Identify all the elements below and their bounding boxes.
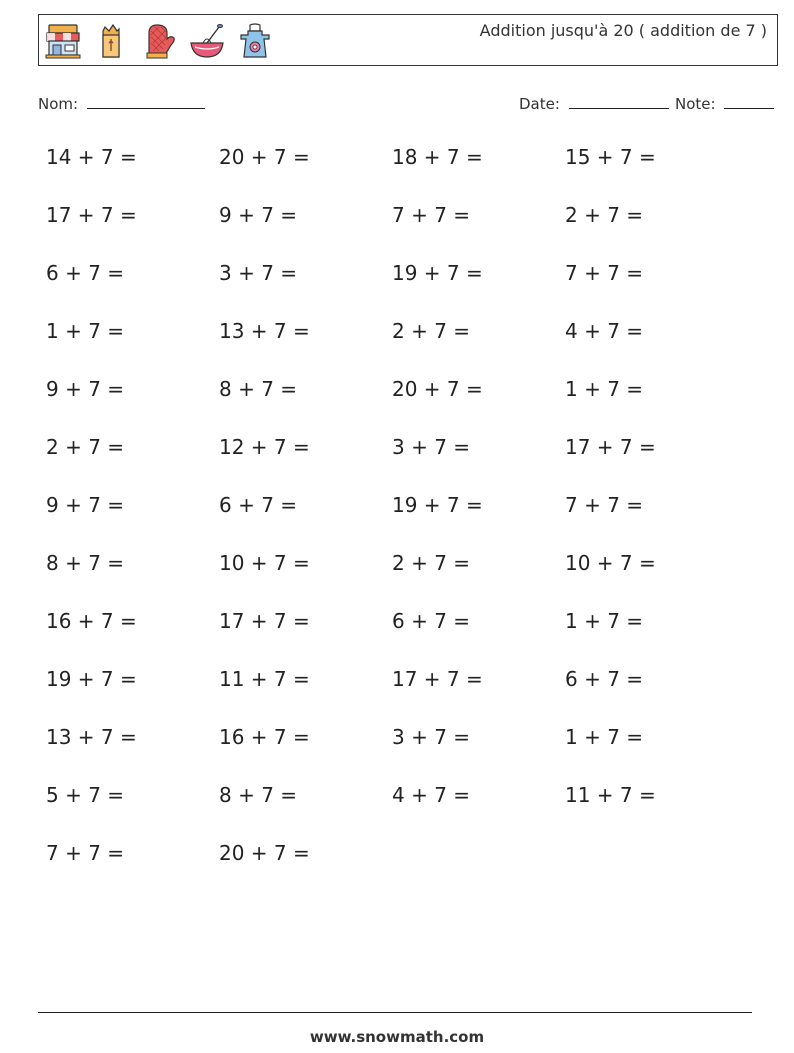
header-icons <box>43 21 275 61</box>
problem-item: 5 + 7 = <box>46 783 125 807</box>
problem-item: 6 + 7 = <box>565 667 644 691</box>
footer-divider <box>38 1012 752 1013</box>
problem-item: 20 + 7 = <box>219 145 310 169</box>
problem-item: 1 + 7 = <box>46 319 125 343</box>
oven-mitt-icon <box>139 21 179 61</box>
problem-item: 20 + 7 = <box>219 841 310 865</box>
date-blank <box>569 94 669 109</box>
problem-item: 11 + 7 = <box>219 667 310 691</box>
problem-item: 3 + 7 = <box>392 725 471 749</box>
problem-item: 1 + 7 = <box>565 725 644 749</box>
problem-item: 13 + 7 = <box>219 319 310 343</box>
problem-item: 15 + 7 = <box>565 145 656 169</box>
problem-item: 2 + 7 = <box>392 551 471 575</box>
problem-item: 7 + 7 = <box>565 261 644 285</box>
name-label: Nom: <box>38 95 79 113</box>
problem-item: 16 + 7 = <box>219 725 310 749</box>
problem-item: 19 + 7 = <box>46 667 137 691</box>
problem-item: 18 + 7 = <box>392 145 483 169</box>
name-blank <box>87 94 205 109</box>
problem-item: 9 + 7 = <box>219 203 298 227</box>
problem-item: 9 + 7 = <box>46 377 125 401</box>
problem-item: 14 + 7 = <box>46 145 137 169</box>
problem-item: 10 + 7 = <box>565 551 656 575</box>
problem-grid <box>46 145 746 899</box>
problem-item: 16 + 7 = <box>46 609 137 633</box>
problem-item: 11 + 7 = <box>565 783 656 807</box>
problem-item: 2 + 7 = <box>392 319 471 343</box>
problem-item: 19 + 7 = <box>392 261 483 285</box>
problem-item: 7 + 7 = <box>46 841 125 865</box>
problem-item: 6 + 7 = <box>219 493 298 517</box>
problem-item: 20 + 7 = <box>392 377 483 401</box>
problem-item: 3 + 7 = <box>392 435 471 459</box>
shop-icon <box>43 21 83 61</box>
date-label: Date: <box>519 95 560 113</box>
problem-item: 1 + 7 = <box>565 609 644 633</box>
problem-item: 7 + 7 = <box>565 493 644 517</box>
score-label: Note: <box>675 95 716 113</box>
problem-item: 6 + 7 = <box>392 609 471 633</box>
problem-item: 17 + 7 = <box>46 203 137 227</box>
problem-item: 8 + 7 = <box>219 377 298 401</box>
problem-item: 10 + 7 = <box>219 551 310 575</box>
chocolate-icon <box>91 21 131 61</box>
problem-item: 7 + 7 = <box>392 203 471 227</box>
header-box <box>38 14 778 66</box>
problem-item: 3 + 7 = <box>219 261 298 285</box>
problem-item: 12 + 7 = <box>219 435 310 459</box>
mixing-bowl-icon <box>187 21 227 61</box>
problem-item: 9 + 7 = <box>46 493 125 517</box>
problem-item: 17 + 7 = <box>392 667 483 691</box>
problem-item: 1 + 7 = <box>565 377 644 401</box>
score-field <box>675 94 774 113</box>
footer-website: www.snowmath.com <box>309 1028 485 1046</box>
problem-item: 17 + 7 = <box>565 435 656 459</box>
apron-icon <box>235 21 275 61</box>
problem-item: 6 + 7 = <box>46 261 125 285</box>
problem-item: 8 + 7 = <box>219 783 298 807</box>
page-title: Addition jusqu'à 20 ( addition de 7 ) <box>479 21 767 40</box>
problem-item: 17 + 7 = <box>219 609 310 633</box>
date-field <box>519 94 669 113</box>
name-field <box>38 94 205 113</box>
problem-item: 8 + 7 = <box>46 551 125 575</box>
problem-item: 2 + 7 = <box>46 435 125 459</box>
problem-item: 4 + 7 = <box>392 783 471 807</box>
score-blank <box>724 94 774 109</box>
problem-item: 4 + 7 = <box>565 319 644 343</box>
problem-item: 13 + 7 = <box>46 725 137 749</box>
problem-item: 2 + 7 = <box>565 203 644 227</box>
problem-item: 19 + 7 = <box>392 493 483 517</box>
